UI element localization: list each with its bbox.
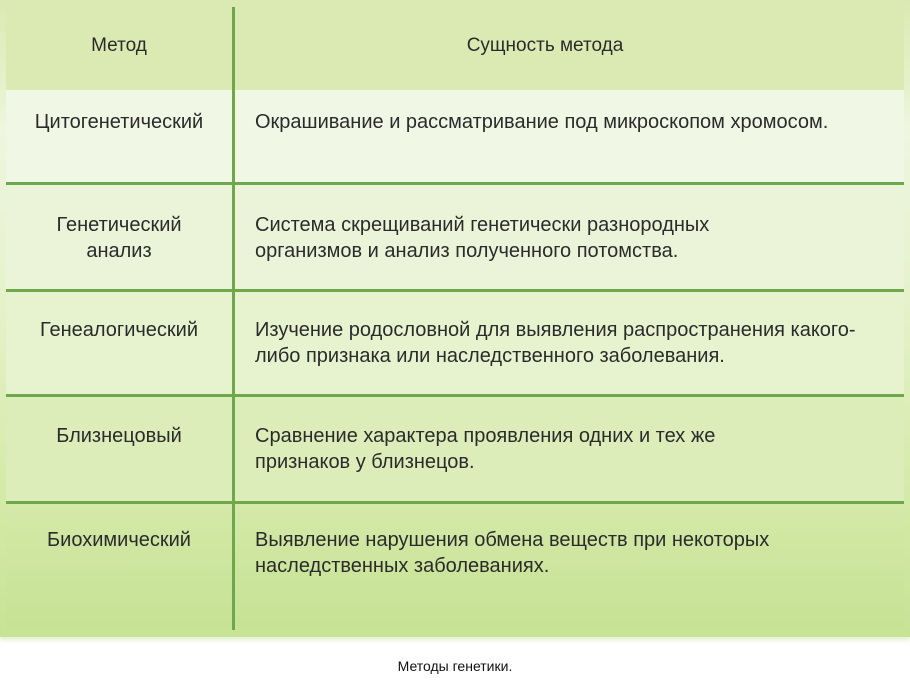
method-cell: Близнецовый bbox=[56, 425, 182, 447]
header-essence: Сущность метода bbox=[466, 35, 624, 56]
figure-caption: Методы генетики. bbox=[397, 658, 513, 674]
essence-cell: Окрашивание и рассматривание под микроскопом хромосом. bbox=[255, 111, 829, 133]
essence-cell: Сравнение характера проявления одних и тех же признаков у близнецов. bbox=[255, 425, 716, 473]
row-divider bbox=[6, 501, 904, 504]
method-cell: Биохимический bbox=[47, 529, 191, 551]
methods-table bbox=[6, 0, 904, 630]
row-divider bbox=[6, 289, 904, 292]
column-divider bbox=[232, 7, 235, 630]
method-cell: Генеалогический bbox=[39, 319, 199, 341]
row-band-1 bbox=[6, 90, 904, 182]
method-cell: Цитогенетический bbox=[34, 111, 204, 133]
essence-cell: Изучение родословной для выявления распространения какого-либо признака или наследственного заболевания. bbox=[255, 319, 856, 367]
essence-cell: Система скрещиваний генетически разнородных организмов и анализ полученного потомства. bbox=[255, 214, 710, 262]
essence-cell: Выявление нарушения обмена веществ при некоторых наследственных заболеваниях. bbox=[255, 529, 770, 577]
method-cell: Генетический анализ bbox=[56, 214, 182, 262]
row-divider bbox=[6, 394, 904, 397]
row-divider bbox=[6, 182, 904, 185]
header-method: Метод bbox=[91, 35, 147, 56]
